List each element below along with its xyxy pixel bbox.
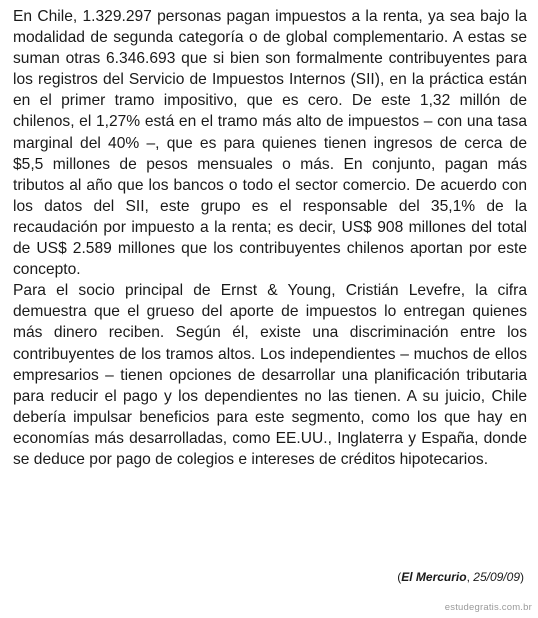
source-close-paren: ) bbox=[520, 570, 524, 584]
article-paragraph-2: Para el socio principal de Ernst & Young, Cristián Levefre, la cifra demuestra que el grueso del aporte de impuestos lo entregan quienes más dinero reciben. Según él, existe una discriminación entre los contribuyentes de los tramos altos. Los independientes – muchos de ellos empresarios – tienen opciones de desarrollar una planificación tributaria para reducir el pago y los dependientes no las tienen. A su juicio, Chile debería impulsar beneficios para este segmento, como los que hay en economías más desarrolladas, como EE.UU., Inglaterra y España, donde se deduce por pago de colegios e intereses de créditos hipotecarios. bbox=[13, 282, 527, 468]
source-separator: , bbox=[466, 570, 474, 584]
watermark: estudegratis.com.br bbox=[444, 602, 532, 613]
source-date: 25/09/09 bbox=[473, 570, 520, 584]
source-name: El Mercurio bbox=[401, 570, 467, 584]
source-citation bbox=[397, 570, 524, 584]
article-body bbox=[13, 6, 527, 470]
article-paragraph-1: En Chile, 1.329.297 personas pagan impuestos a la renta, ya sea bajo la modalidad de segunda categoría o de global complementario. A estas se suman otras 6.346.693 que si bien son formalmente contribuyentes para los registros del Servicio de Impuestos Internos (SII), en la práctica están en el primer tramo impositivo, que es cero. De este 1,32 millón de chilenos, el 1,27% está en el tramo más alto de impuestos – con una tasa marginal del 40% –, que es para quienes tienen ingresos de cerca de $5,5 millones de pesos mensuales o más. En conjunto, pagan más tributos al año que los bancos o todo el sector comercio. De acuerdo con los datos del SII, este grupo es el responsable del 35,1% de la recaudación por impuesto a la renta; es decir, US$ 908 millones del total de US$ 2.589 millones que los contribuyentes chilenos aportan por este concepto. bbox=[13, 8, 527, 279]
source-open-paren: ( bbox=[397, 570, 402, 584]
